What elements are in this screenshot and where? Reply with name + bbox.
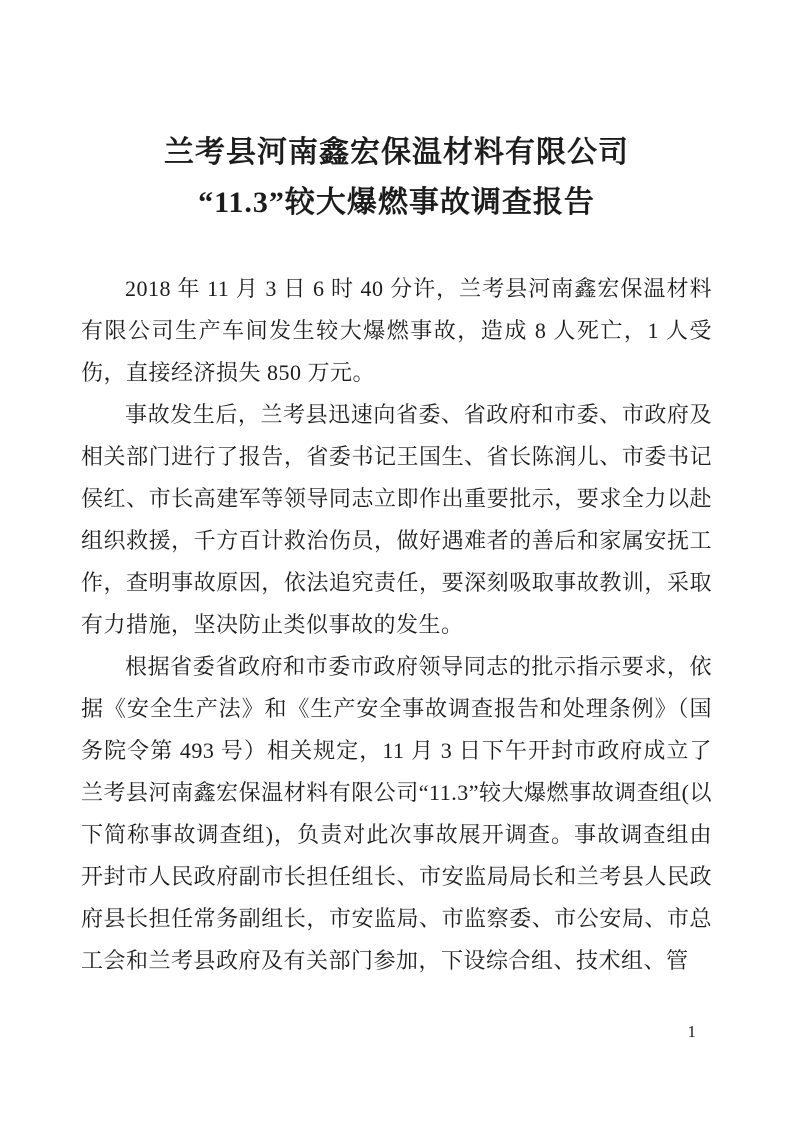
report-title-line2: “11.3”较大爆燃事故调查报告 bbox=[198, 186, 595, 219]
report-title-line1: 兰考县河南鑫宏保温材料有限公司 bbox=[164, 136, 629, 169]
paragraph-incident-summary: 2018 年 11 月 3 日 6 时 40 分许，兰考县河南鑫宏保温材料有限公司生产车间发生较大爆燃事故，造成 8 人死亡，1 人受伤，直接经济损失 850 万元。 bbox=[81, 276, 712, 385]
report-body bbox=[81, 268, 712, 982]
report-title bbox=[81, 128, 712, 228]
paragraph-investigation-team: 根据省委省政府和市委市政府领导同志的批示指示要求，依据《安全生产法》和《生产安全事故调查报告和处理条例》（国务院令第 493 号）相关规定，11 月 3 日下午开封市政府成立了兰考县河南鑫宏保温材料有限公司“11.3”较大爆燃事故调查组(以下简称事故调查组)，负责对此次事故展开调查。事故调查组由开封市人民政府副市长担任组长、市安监局局长和兰考县人民政府县长担任常务副组长，市安监局、市监察委、市公安局、市总工会和兰考县政府及有关部门参加，下设综合组、技术组、管 bbox=[81, 654, 712, 973]
page-number: 1 bbox=[687, 1022, 696, 1041]
paragraph-leadership-response: 事故发生后，兰考县迅速向省委、省政府和市委、市政府及相关部门进行了报告，省委书记王国生、省长陈润儿、市委书记侯红、市长高建军等领导同志立即作出重要批示，要求全力以赴组织救援，千方百计救治伤员，做好遇难者的善后和家属安抚工作，查明事故原因，依法追究责任，要深刻吸取事故教训，采取有力措施，坚决防止类似事故的发生。 bbox=[81, 402, 712, 637]
